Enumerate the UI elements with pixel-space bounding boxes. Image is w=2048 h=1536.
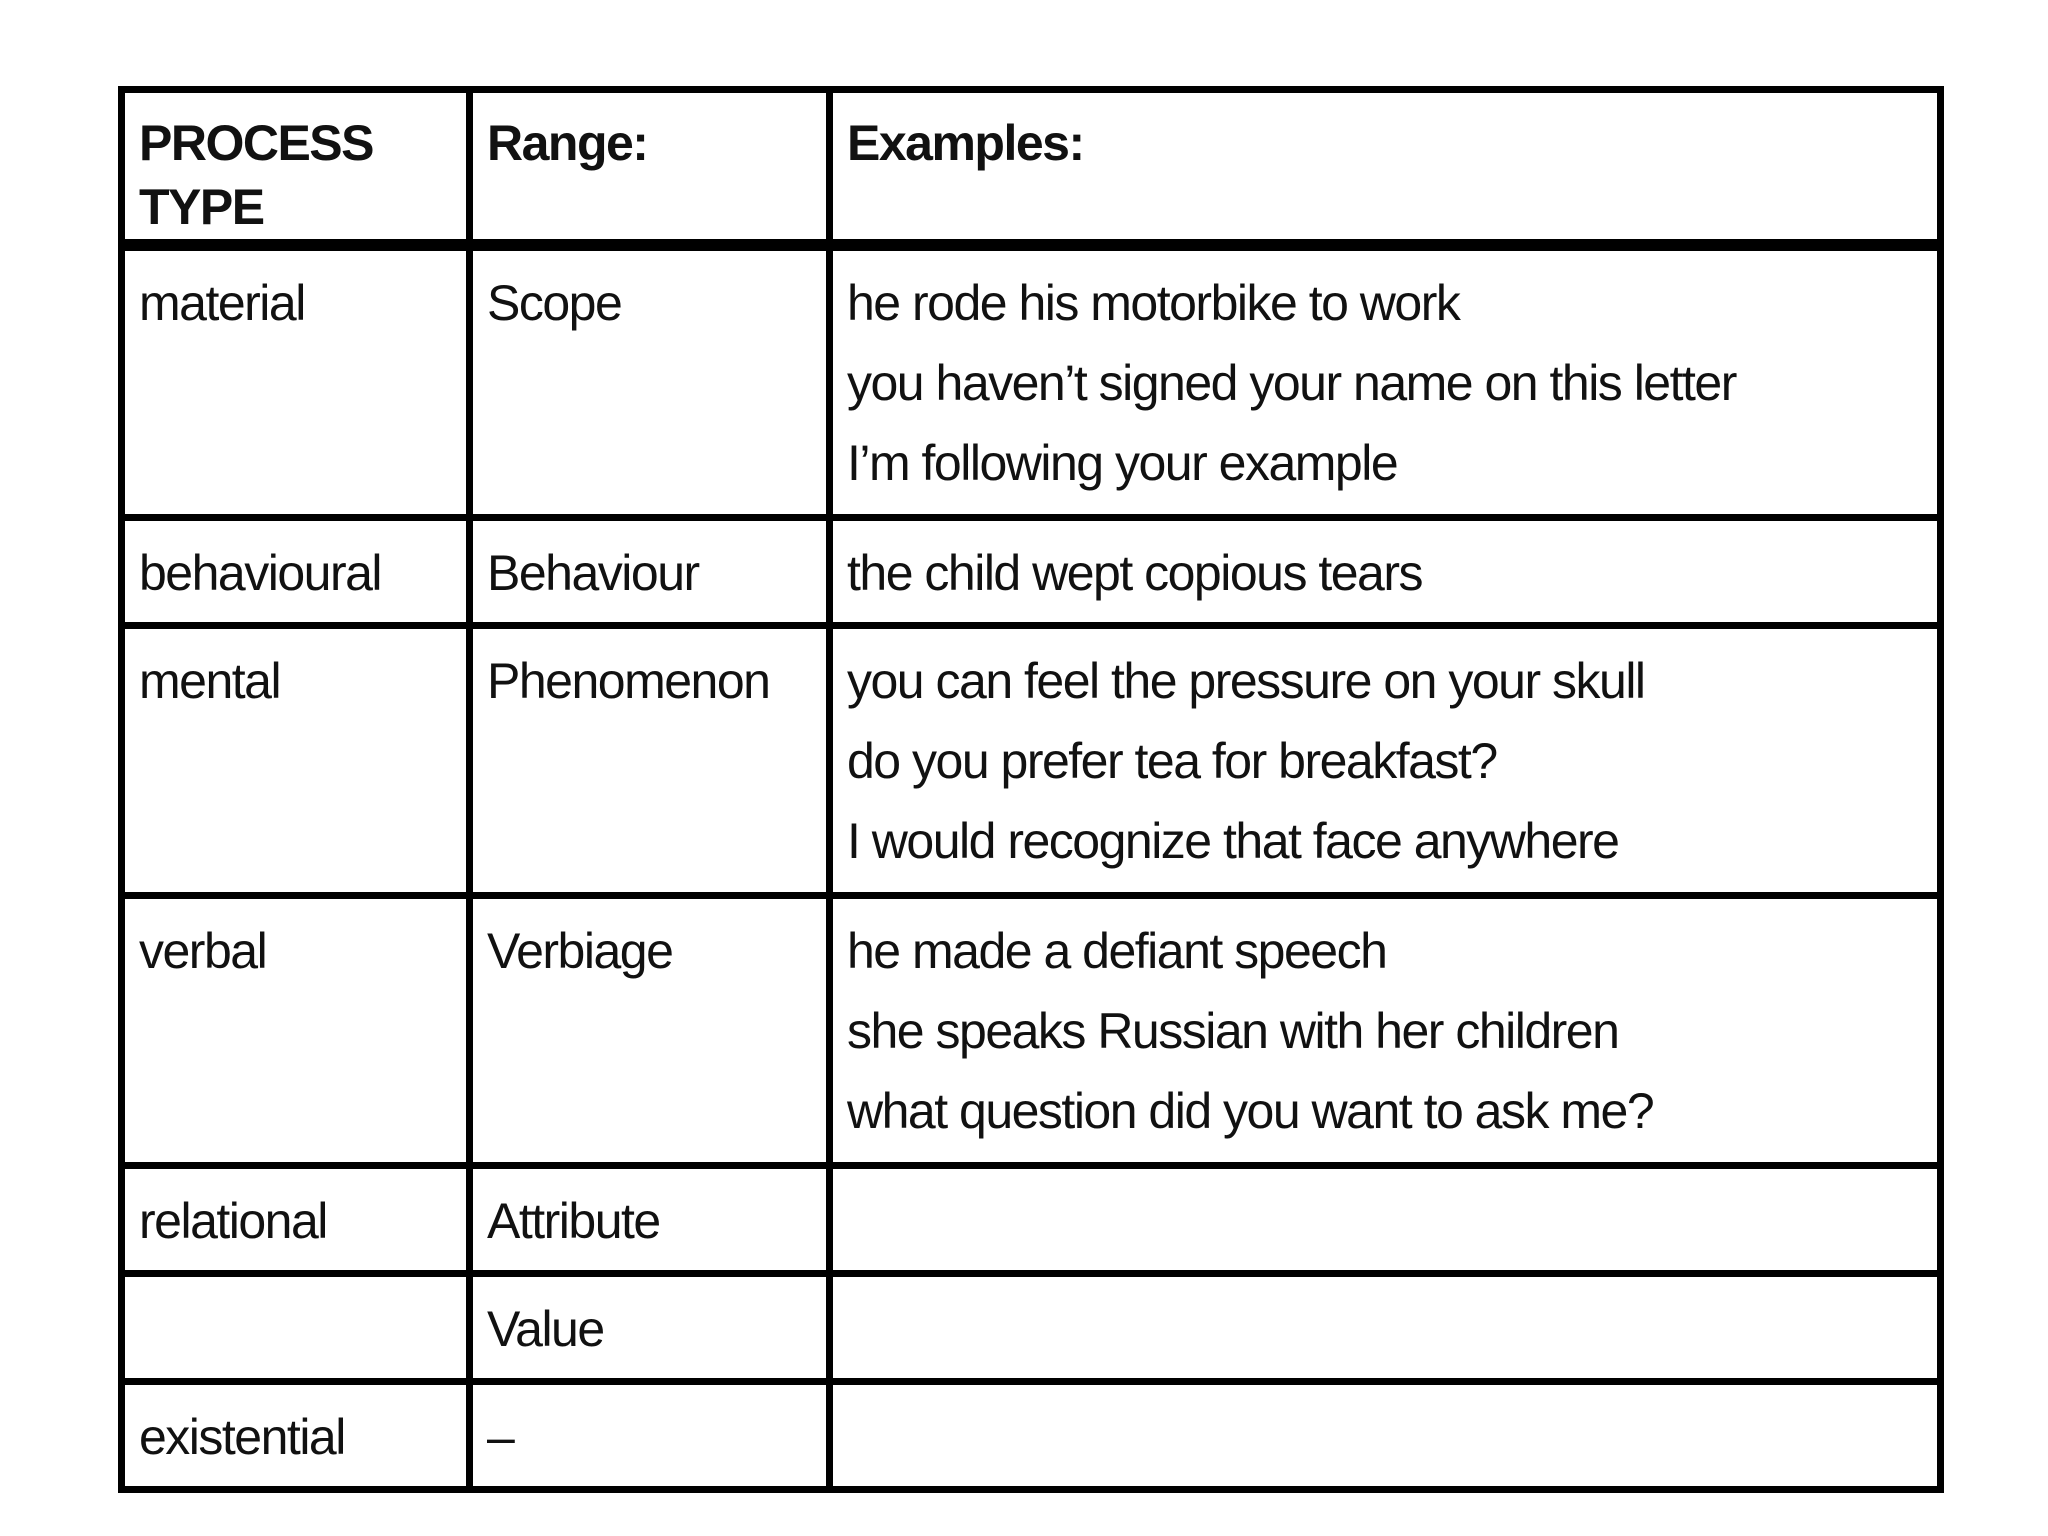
table-row — [122, 1165, 1941, 1273]
process-type-cell: behavioural — [122, 517, 470, 625]
examples-cell — [830, 517, 1941, 625]
table-row — [122, 625, 1941, 895]
table-row — [122, 1381, 1941, 1489]
example-text: I’m following your example — [847, 435, 1398, 491]
process-type-cell: existential — [122, 1381, 470, 1489]
process-type-cell: mental — [122, 625, 470, 895]
examples-cell — [830, 625, 1941, 895]
range-cell: Phenomenon — [470, 625, 830, 895]
example-text: I would recognize that face anywhere — [847, 812, 1619, 869]
range-cell: Behaviour — [470, 517, 830, 625]
range-cell: Scope — [470, 245, 830, 517]
header-examples: Examples: — [830, 90, 1941, 246]
table-row — [122, 895, 1941, 1165]
examples-cell — [830, 1381, 1941, 1489]
example-text: you haven’t signed your name on this letter — [847, 355, 1736, 411]
example-text: do you prefer tea for breakfast? — [847, 732, 1497, 789]
range-cell: – — [470, 1381, 830, 1489]
examples-cell — [830, 895, 1941, 1165]
process-type-cell: verbal — [122, 895, 470, 1165]
process-type-table — [118, 86, 1944, 1493]
example-text: you can feel the pressure on your skull — [847, 652, 1645, 709]
example-text: what question did you want to ask me? — [847, 1082, 1654, 1139]
header-process-type: PROCESS TYPE — [122, 90, 470, 246]
process-type-cell: relational — [122, 1165, 470, 1273]
example-text: he rode his motorbike to work — [847, 275, 1460, 331]
example-text: the child wept copious tears — [847, 544, 1423, 601]
header-range: Range: — [470, 90, 830, 246]
range-cell: Verbiage — [470, 895, 830, 1165]
example-text: she speaks Russian with her children — [847, 1002, 1619, 1059]
example-text: he made a defiant speech — [847, 922, 1387, 979]
table-header-row — [122, 90, 1941, 246]
range-cell: Value — [470, 1273, 830, 1381]
process-type-cell — [122, 1273, 470, 1381]
range-cell: Attribute — [470, 1165, 830, 1273]
table-row — [122, 517, 1941, 625]
examples-cell — [830, 1273, 1941, 1381]
table-row — [122, 245, 1941, 517]
process-type-cell: material — [122, 245, 470, 517]
examples-cell — [830, 245, 1941, 517]
examples-cell — [830, 1165, 1941, 1273]
table-row — [122, 1273, 1941, 1381]
